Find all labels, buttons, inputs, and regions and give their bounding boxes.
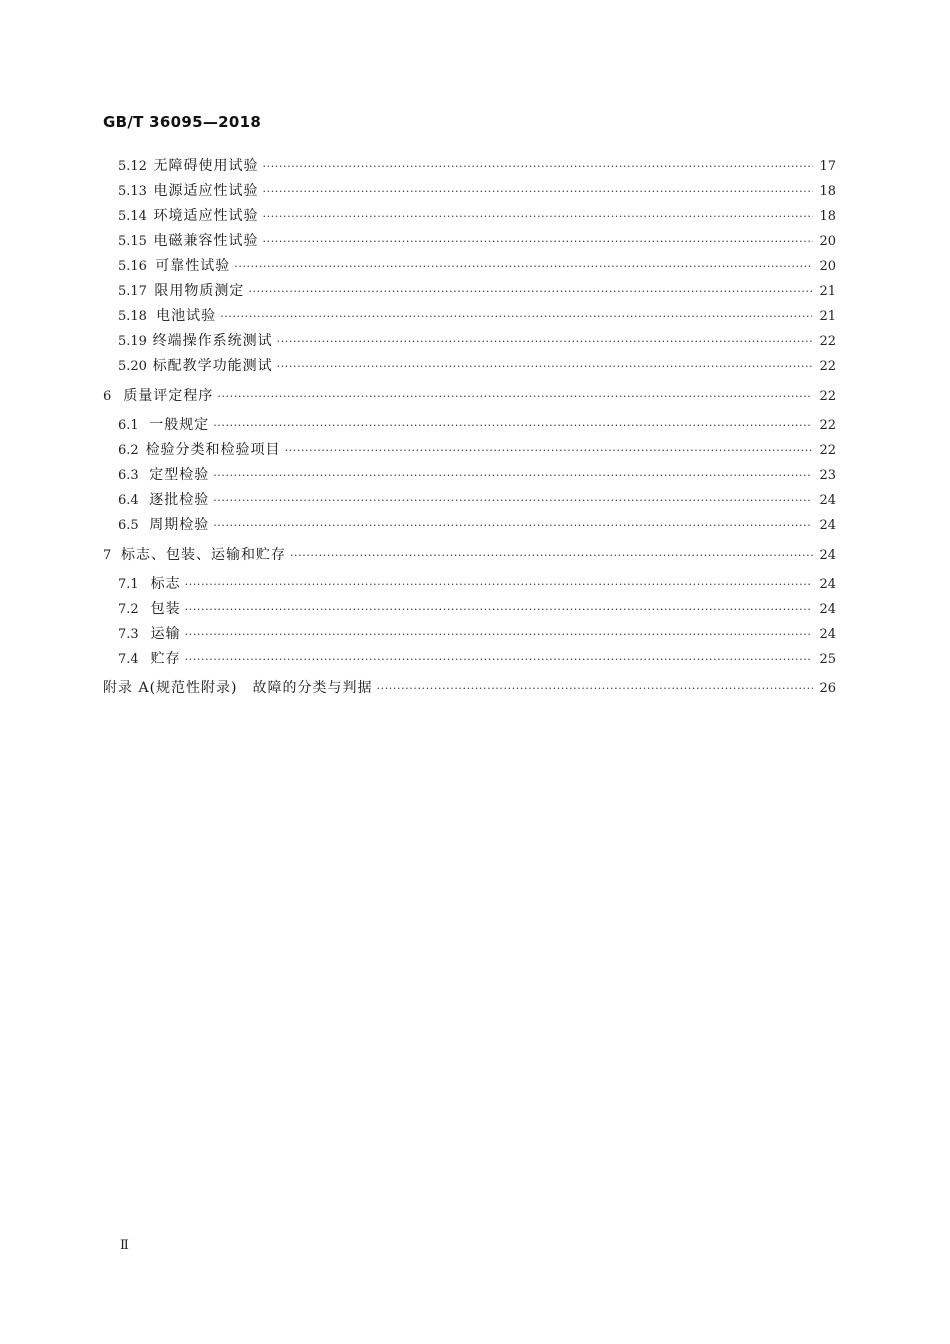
toc-leader-dots [185, 599, 811, 621]
toc-page: 26 [819, 681, 836, 696]
toc-leader-dots [213, 490, 812, 512]
toc-number: 6.1 [118, 418, 139, 433]
toc-entry-5-15[interactable] [118, 230, 836, 252]
toc-page: 22 [819, 418, 836, 433]
toc-title: 电池试验 [156, 308, 217, 324]
toc-page: 22 [819, 359, 836, 374]
toc-page: 17 [819, 159, 836, 174]
toc-leader-dots [263, 156, 814, 178]
toc-leader-dots [285, 440, 814, 462]
toc-entry-appendix-a[interactable] [103, 677, 836, 699]
toc-leader-dots [248, 281, 813, 303]
toc-title: 标志、包装、运输和贮存 [120, 547, 286, 563]
toc-page: 24 [819, 627, 836, 642]
toc-leader-dots [185, 574, 811, 596]
toc-page: 22 [819, 389, 836, 404]
toc-title: 电磁兼容性试验 [153, 233, 259, 249]
toc-entry-5-13[interactable] [118, 180, 836, 202]
toc-number: 6.2 [118, 443, 139, 458]
toc-entry-5-14[interactable] [118, 205, 836, 227]
toc-page: 18 [819, 209, 836, 224]
toc-page: 24 [819, 493, 836, 508]
toc-title: 限用物质测定 [154, 283, 245, 299]
toc-leader-dots [263, 181, 814, 203]
toc-leader-dots [213, 465, 812, 487]
toc-number: 7.3 [118, 627, 139, 642]
toc-number: 5.16 [118, 259, 147, 274]
toc-title: 标配教学功能测试 [152, 358, 273, 374]
toc-page: 22 [819, 443, 836, 458]
toc-page: 24 [819, 602, 836, 617]
toc-title: 环境适应性试验 [153, 208, 259, 224]
toc-leader-dots [377, 678, 814, 700]
toc-leader-dots [213, 415, 812, 437]
toc-leader-dots [217, 386, 812, 408]
toc-title: 标志 [150, 576, 181, 592]
toc-number: 5.18 [118, 309, 147, 324]
toc-entry-6-2[interactable] [118, 439, 836, 461]
toc-page: 20 [819, 259, 836, 274]
toc-title: 运输 [150, 626, 181, 642]
toc-page: 21 [819, 284, 836, 299]
toc-entry-5-12[interactable] [118, 155, 836, 177]
toc-number: 6.4 [118, 493, 139, 508]
toc-leader-dots [185, 624, 811, 646]
toc-number: 6.5 [118, 518, 139, 533]
toc-entry-5-16[interactable] [118, 255, 836, 277]
toc-leader-dots [277, 356, 814, 378]
toc-leader-dots [263, 206, 814, 228]
toc-leader-dots [185, 649, 811, 671]
toc-entry-5-18[interactable] [118, 305, 836, 327]
toc-title: 一般规定 [149, 417, 210, 433]
toc-number: 5.14 [118, 209, 147, 224]
toc-entry-6-5[interactable] [118, 514, 836, 536]
toc-title: 电源适应性试验 [153, 183, 259, 199]
toc-number: 附录 A [103, 680, 150, 696]
toc-entry-6-4[interactable] [118, 489, 836, 511]
toc-entry-7[interactable] [103, 544, 836, 566]
toc-entry-6-1[interactable] [118, 414, 836, 436]
toc-number: 6 [103, 389, 112, 404]
standard-code: GB/T 36095—2018 [103, 113, 262, 131]
toc-leader-dots [263, 231, 814, 253]
toc-page: 21 [819, 309, 836, 324]
toc-number: 7 [103, 548, 112, 563]
toc-number: 5.15 [118, 234, 147, 249]
toc-number: 5.17 [118, 284, 147, 299]
toc-title: 检验分类和检验项目 [145, 442, 281, 458]
toc-title: (规范性附录) 故障的分类与判据 [149, 680, 373, 696]
toc-number: 7.1 [118, 577, 139, 592]
toc-number: 5.12 [118, 159, 147, 174]
toc-entry-7-1[interactable] [118, 573, 836, 595]
toc-page: 23 [819, 468, 836, 483]
toc-entry-6[interactable] [103, 385, 836, 407]
toc-number: 5.13 [118, 184, 147, 199]
toc-entry-7-3[interactable] [118, 623, 836, 645]
toc-title: 逐批检验 [149, 492, 210, 508]
toc-title: 包装 [150, 601, 181, 617]
toc-leader-dots [234, 256, 812, 278]
toc-entry-5-19[interactable] [118, 330, 836, 352]
toc-title: 周期检验 [149, 517, 210, 533]
toc-page: 24 [819, 577, 836, 592]
toc-number: 7.2 [118, 602, 139, 617]
toc-leader-dots [213, 515, 812, 537]
toc-leader-dots [277, 331, 814, 353]
toc-page: 22 [819, 334, 836, 349]
toc-title: 无障碍使用试验 [153, 158, 259, 174]
toc-title: 质量评定程序 [123, 388, 214, 404]
toc-entry-7-2[interactable] [118, 598, 836, 620]
toc-number: 7.4 [118, 652, 139, 667]
toc-entry-5-17[interactable] [118, 280, 836, 302]
toc-title: 贮存 [150, 651, 181, 667]
toc-entry-7-4[interactable] [118, 648, 836, 670]
toc-page: 24 [819, 518, 836, 533]
toc-leader-dots [220, 306, 812, 328]
toc-title: 终端操作系统测试 [152, 333, 273, 349]
toc-page: 25 [819, 652, 836, 667]
toc-page: 18 [819, 184, 836, 199]
page-number: Ⅱ [120, 1238, 129, 1253]
toc-entry-5-20[interactable] [118, 355, 836, 377]
toc-entry-6-3[interactable] [118, 464, 836, 486]
toc-leader-dots [290, 545, 814, 567]
toc-number: 5.20 [118, 359, 147, 374]
toc-title: 定型检验 [149, 467, 210, 483]
toc-title: 可靠性试验 [155, 258, 231, 274]
toc-number: 6.3 [118, 468, 139, 483]
toc-page: 24 [819, 548, 836, 563]
toc-number: 5.19 [118, 334, 147, 349]
toc-page: 20 [819, 234, 836, 249]
